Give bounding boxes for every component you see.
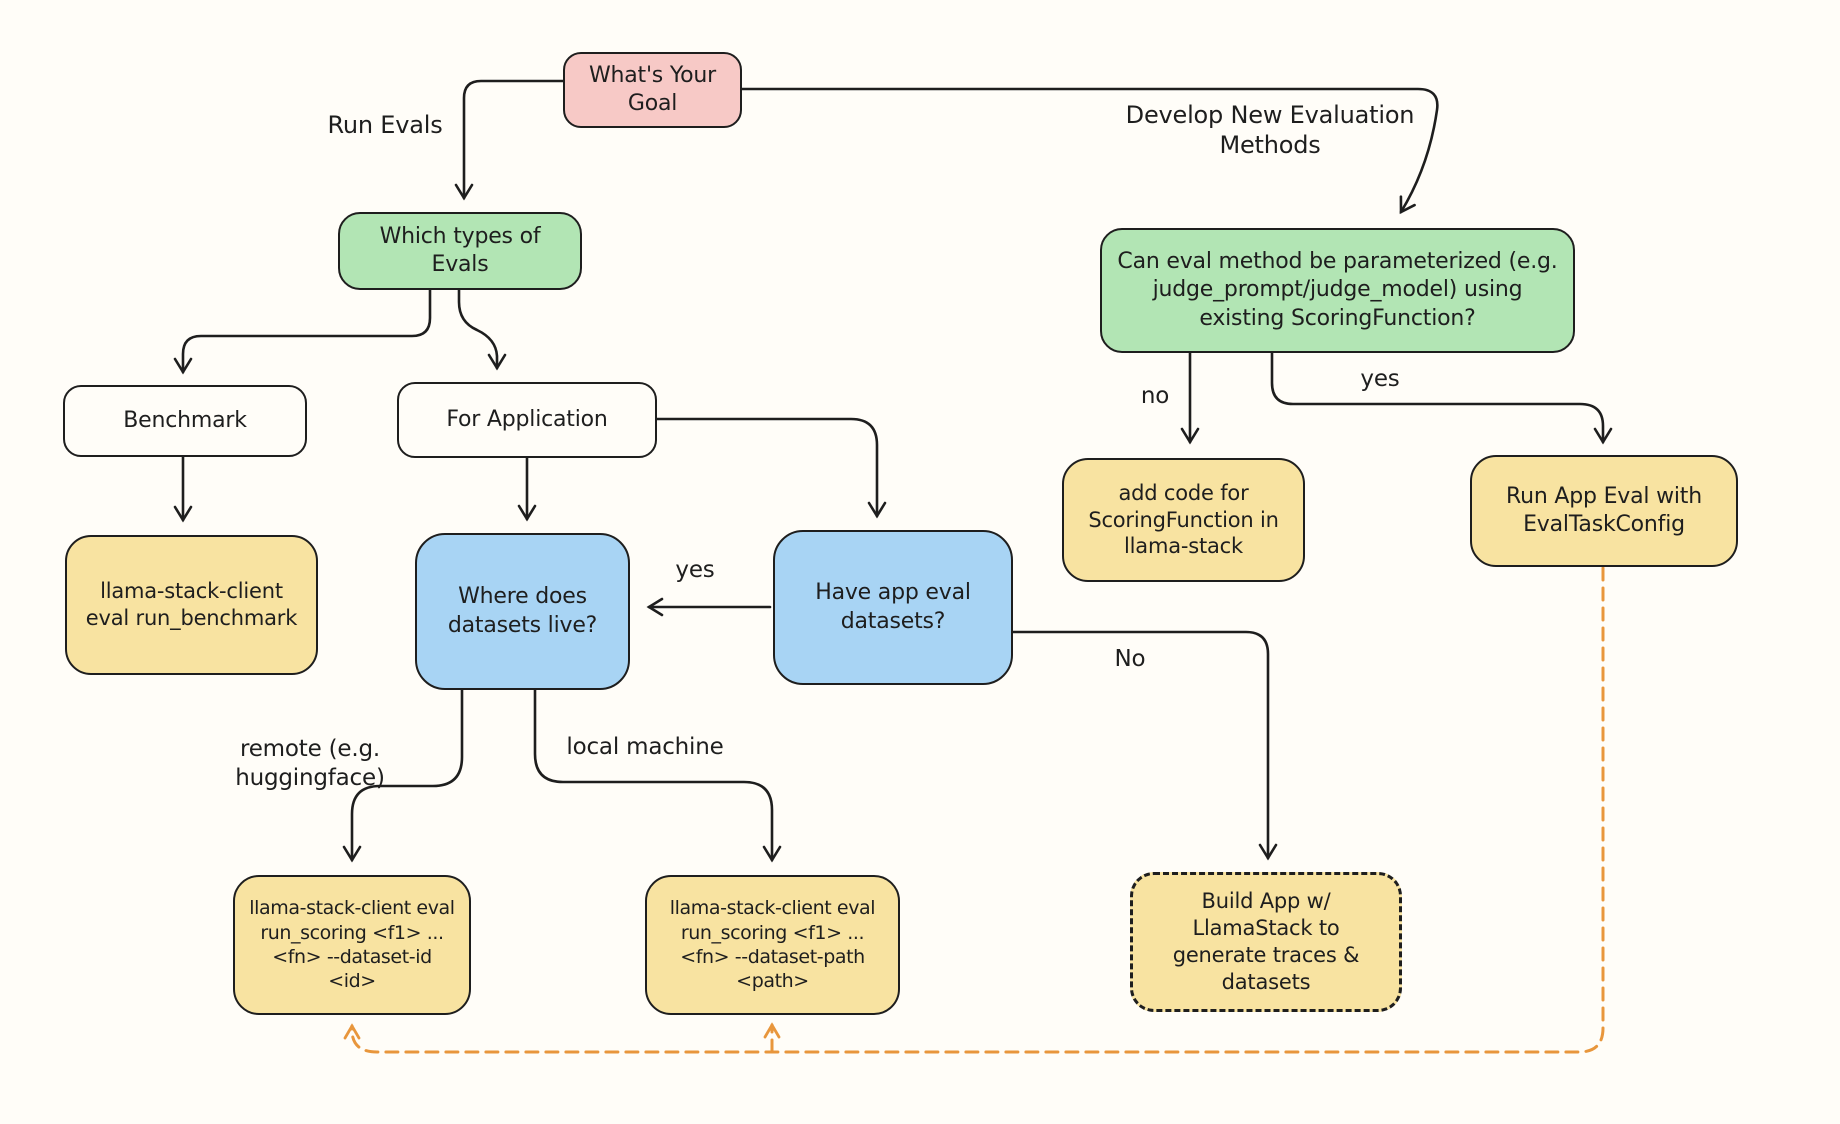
edge-label-run-evals: Run Evals bbox=[327, 111, 443, 139]
node-run-scoring-dataset-path-command: llama-stack-client eval run_scoring <f1> ... <fn> --dataset-path <path> bbox=[645, 875, 900, 1015]
node-add-code-for-scoringfunction: add code for ScoringFunction in llama-stack bbox=[1062, 458, 1305, 582]
node-whats-your-goal: What's Your Goal bbox=[563, 52, 742, 128]
edge-label-no-parameterize: no bbox=[1140, 383, 1170, 409]
node-run-benchmark-command: llama-stack-client eval run_benchmark bbox=[65, 535, 318, 675]
edge-label-develop-new-evaluation-methods: Develop New Evaluation Methods bbox=[1125, 101, 1415, 159]
edge-label-local-machine: local machine bbox=[566, 734, 724, 760]
edge-which-types-to-benchmark bbox=[183, 290, 430, 372]
node-can-eval-method-be-parameterized: Can eval method be parameterized (e.g. judge_prompt/judge_model) using existing ScoringFunction? bbox=[1100, 228, 1575, 353]
node-for-application: For Application bbox=[397, 382, 657, 458]
node-run-app-eval-with-evaltaskconfig: Run App Eval with EvalTaskConfig bbox=[1470, 455, 1738, 567]
edge-can-parameterize-yes-to-run-app-eval bbox=[1272, 353, 1603, 442]
edge-label-no-have-datasets: No bbox=[1114, 646, 1146, 672]
edge-label-yes-parameterize: yes bbox=[1360, 366, 1400, 392]
edge-label-remote-huggingface: remote (e.g. huggingface) bbox=[235, 736, 385, 791]
edge-where-datasets-local-to-dataset-path-cmd bbox=[535, 690, 772, 860]
node-where-does-datasets-live: Where does datasets live? bbox=[415, 533, 630, 690]
edge-label-yes-have-datasets: yes bbox=[675, 557, 715, 583]
node-benchmark: Benchmark bbox=[63, 385, 307, 457]
node-which-types-of-evals: Which types of Evals bbox=[338, 212, 582, 290]
edge-for-application-to-have-datasets bbox=[657, 419, 877, 516]
node-build-app-with-llamastack: Build App w/ LlamaStack to generate traces & datasets bbox=[1130, 872, 1402, 1012]
node-run-scoring-dataset-id-command: llama-stack-client eval run_scoring <f1> ... <fn> --dataset-id <id> bbox=[233, 875, 471, 1015]
node-have-app-eval-datasets: Have app eval datasets? bbox=[773, 530, 1013, 685]
edge-which-types-to-for-application bbox=[459, 290, 497, 368]
